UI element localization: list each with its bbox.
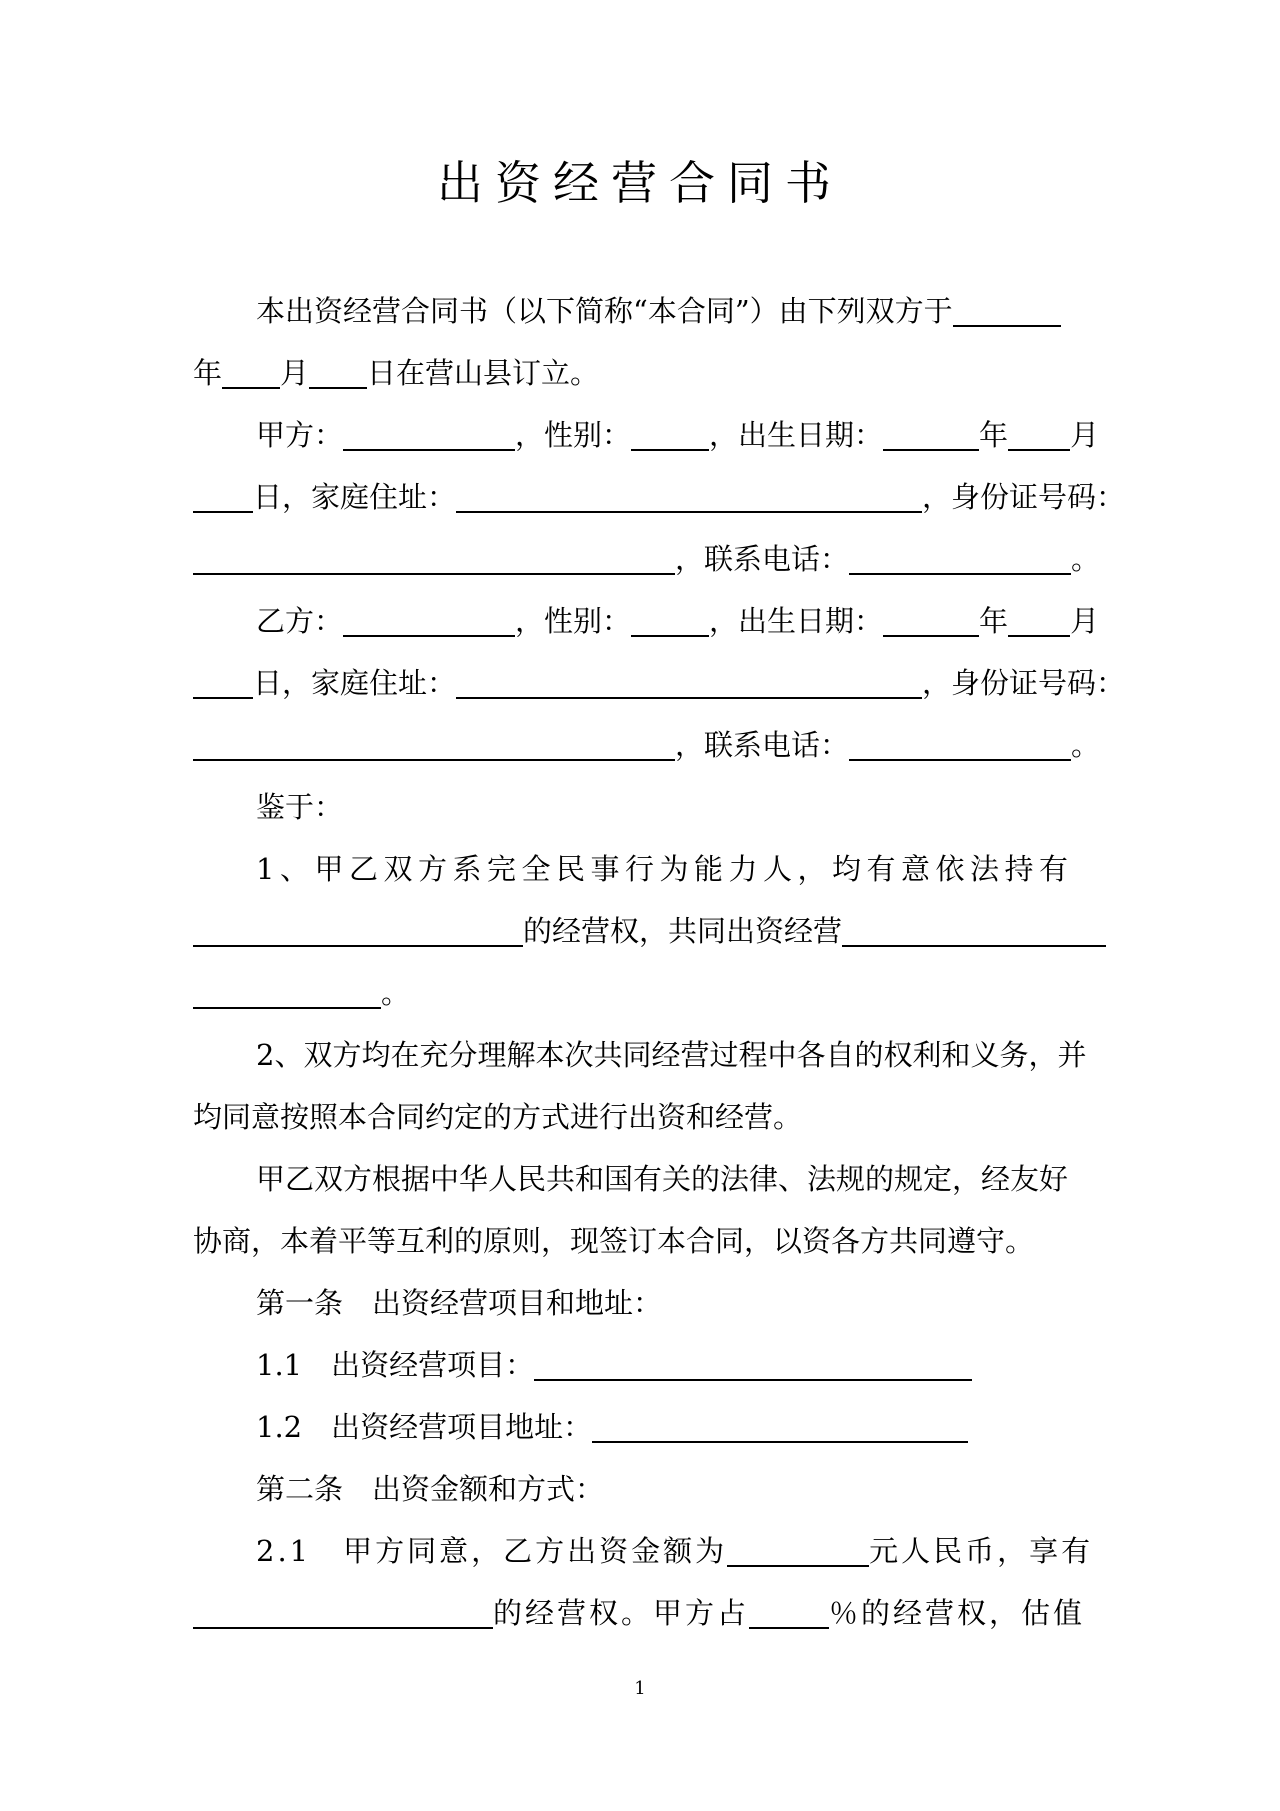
article-1-item-2: 1.2 出资经营项目地址：: [193, 1396, 1131, 1458]
basis-line-2: 协商，本着平等互利的原则，现签订本合同，以资各方共同遵守。: [193, 1224, 1035, 1258]
operating-right-blank[interactable]: [193, 1593, 493, 1629]
party-b-name-blank[interactable]: [343, 601, 515, 637]
basis-line-1: 甲乙双方根据中华人民共和国有关的法律、法规的规定，经友好: [256, 1162, 1069, 1196]
party-b-birth-year-blank[interactable]: [883, 601, 979, 637]
party-b-birth-day-blank[interactable]: [193, 663, 253, 699]
party-b-line-3: ，联系电话： 。: [193, 714, 1131, 776]
party-a-address-blank[interactable]: [456, 477, 922, 513]
investment-amount-blank[interactable]: [727, 1531, 869, 1567]
article-2-heading: 第二条 出资金额和方式：: [256, 1472, 605, 1506]
intro-line-2: 年 月 日在营山县订立。: [193, 342, 1131, 404]
party-a-birth-year-blank[interactable]: [883, 415, 979, 451]
party-b-gender-blank[interactable]: [631, 601, 709, 637]
party-a-line-1: 甲方： ，性别： ，出生日期： 年 月: [193, 404, 1131, 466]
sign-day-blank[interactable]: [309, 353, 367, 389]
party-a-line-2: 日，家庭住址： ，身份证号码：: [193, 466, 1131, 528]
recital-1-business-blank-cont[interactable]: [193, 973, 381, 1009]
party-a-phone-blank[interactable]: [849, 539, 1071, 575]
share-percent-blank[interactable]: [749, 1593, 829, 1629]
recital-1-business-blank[interactable]: [842, 911, 1106, 947]
document-title: 出资经营合同书: [437, 156, 843, 210]
party-a-gender-blank[interactable]: [631, 415, 709, 451]
party-b-birth-month-blank[interactable]: [1008, 601, 1070, 637]
whereas-heading: 鉴于：: [256, 790, 344, 824]
party-a-line-3: ，联系电话： 。: [193, 528, 1131, 590]
document-body: [193, 280, 1131, 1644]
recital-2-line-1: 2、双方均在充分理解本次共同经营过程中各自的权利和义务，并: [256, 1038, 1087, 1072]
article-1-heading: 第一条 出资经营项目和地址：: [256, 1286, 663, 1320]
party-b-line-2: 日，家庭住址： ，身份证号码：: [193, 652, 1131, 714]
recital-1-right-blank[interactable]: [193, 911, 523, 947]
recital-1-line-1: 1、甲乙双方系完全民事行为能力人，均有意依法持有: [256, 852, 1074, 886]
article-2-item-1-line-2: 的经营权。甲方占 ％的经营权，估值: [193, 1582, 1131, 1644]
sign-year-blank[interactable]: [953, 291, 1061, 327]
sign-month-blank[interactable]: [222, 353, 280, 389]
page-number: 1: [634, 1678, 646, 1699]
intro-line-1: [193, 280, 1131, 342]
party-b-line-1: 乙方： ，性别： ，出生日期： 年 月: [193, 590, 1131, 652]
recital-2-line-2: 均同意按照本合同约定的方式进行出资和经营。: [193, 1100, 803, 1134]
party-a-id-blank[interactable]: [193, 539, 675, 575]
party-b-id-blank[interactable]: [193, 725, 675, 761]
party-b-phone-blank[interactable]: [849, 725, 1071, 761]
article-1-item-1: 1.1 出资经营项目：: [193, 1334, 1131, 1396]
recital-1-line-2: 的经营权，共同出资经营: [193, 900, 1131, 962]
article-2-item-1-line-1: 2.1 甲方同意，乙方出资金额为 元人民币，享有: [193, 1520, 1131, 1582]
project-address-blank[interactable]: [592, 1407, 968, 1443]
party-a-name-blank[interactable]: [343, 415, 515, 451]
party-a-birth-month-blank[interactable]: [1008, 415, 1070, 451]
project-name-blank[interactable]: [534, 1345, 972, 1381]
party-b-address-blank[interactable]: [456, 663, 922, 699]
party-a-birth-day-blank[interactable]: [193, 477, 253, 513]
intro-text: 本出资经营合同书（以下简称“本合同”）由下列双方于: [256, 294, 953, 328]
recital-1-line-3: 。: [193, 962, 1131, 1024]
